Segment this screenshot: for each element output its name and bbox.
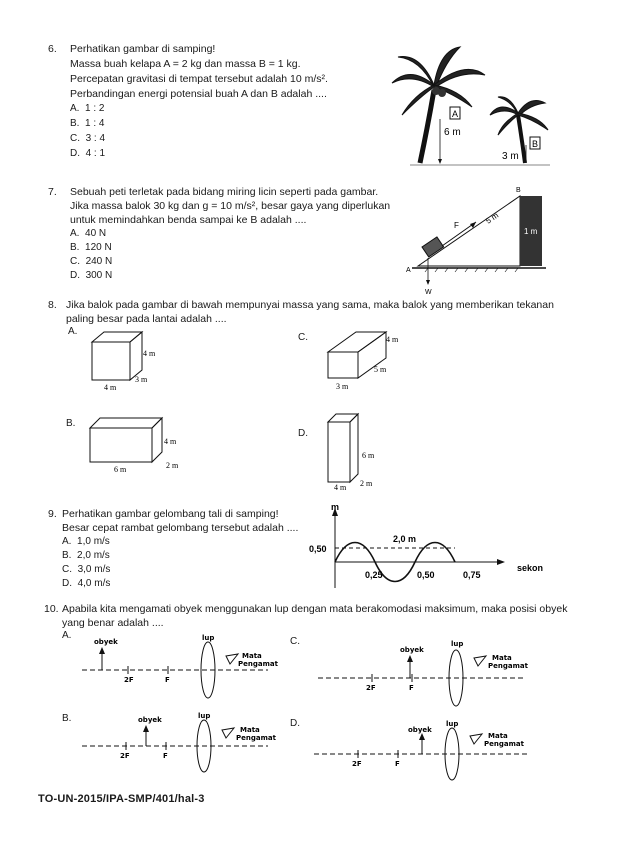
height-b: 3 m (502, 151, 519, 162)
coconut-trees-figure (390, 45, 550, 175)
lens-diagram-b (80, 712, 276, 776)
option-b[interactable]: B. 120 N (70, 242, 112, 253)
question-text: Percepatan gravitasi di tempat tersebut adalah 10 m/s². (70, 73, 328, 85)
svg-text:lup: lup (202, 634, 215, 642)
question-text: Apabila kita mengamati obyek menggunakan lup dengan mata berakomodasi maksimum, maka posisi obyek (62, 603, 568, 615)
svg-text:2 m: 2 m (360, 479, 373, 488)
inclined-plane-figure (398, 184, 553, 296)
svg-text:2F: 2F (352, 760, 362, 768)
label-b: B (532, 139, 539, 149)
question-text: Perhatikan gambar gelombang tali di samping! (62, 508, 279, 520)
question-number: 10. (44, 603, 59, 615)
option-b[interactable]: B. 2,0 m/s (62, 550, 110, 561)
question-number: 6. (48, 43, 57, 55)
option-a[interactable]: A. (68, 326, 78, 337)
x-axis-label: sekon (517, 563, 544, 573)
option-d[interactable]: D. (290, 718, 300, 729)
option-d[interactable]: D. (298, 428, 308, 439)
question-number: 8. (48, 299, 57, 311)
option-b[interactable]: B. 1 : 4 (70, 118, 105, 129)
svg-text:obyek: obyek (408, 726, 432, 734)
svg-text:4 m: 4 m (143, 349, 156, 358)
question-text: Jika balok pada gambar di bawah mempunyai massa yang sama, maka balok yang memberikan tekanan (66, 299, 554, 311)
question-number: 9. (48, 508, 57, 520)
question-number: 7. (48, 186, 57, 198)
question-text: untuk memindahkan benda sampai ke B adalah .... (70, 214, 307, 226)
lens-diagram-d (312, 720, 537, 784)
option-c[interactable]: C. 3,0 m/s (62, 564, 111, 575)
svg-text:4 m: 4 m (104, 383, 117, 392)
svg-text:lup: lup (446, 720, 459, 728)
option-a[interactable]: A. 1,0 m/s (62, 536, 110, 547)
svg-text:Mata: Mata (240, 726, 260, 734)
svg-text:2F: 2F (120, 752, 130, 760)
label-a: A (452, 109, 459, 119)
option-c[interactable]: C. (290, 636, 300, 647)
svg-text:4 m: 4 m (164, 437, 177, 446)
y-axis-label: m (331, 502, 340, 512)
option-c[interactable]: C. 3 : 4 (70, 133, 106, 144)
question-text: Sebuah peti terletak pada bidang miring licin seperti pada gambar. (70, 186, 379, 198)
t2-label: 0,50 (417, 570, 435, 580)
option-d[interactable]: D. 4 : 1 (70, 148, 106, 159)
question-text: Massa buah kelapa A = 2 kg dan massa B = 1 kg. (70, 58, 301, 70)
svg-text:2F: 2F (124, 676, 134, 684)
svg-text:6 m: 6 m (362, 451, 375, 460)
t1-label: 0,25 (365, 570, 383, 580)
svg-text:Pengamat: Pengamat (236, 734, 276, 742)
weight-label: W (425, 289, 432, 296)
svg-text:Mata: Mata (488, 732, 508, 740)
amplitude-label: 0,50 (309, 544, 327, 554)
svg-text:Pengamat: Pengamat (488, 662, 528, 670)
lens-diagram-a (80, 632, 278, 702)
question-text: paling besar pada lantai adalah .... (66, 313, 227, 325)
svg-text:Mata: Mata (242, 652, 262, 660)
svg-text:4 m: 4 m (334, 483, 347, 492)
height-label: 1 m (524, 227, 538, 236)
height-a: 6 m (444, 127, 461, 138)
svg-text:6 m: 6 m (114, 465, 127, 474)
option-a[interactable]: A. 40 N (70, 228, 107, 239)
svg-text:Mata: Mata (492, 654, 512, 662)
point-a: A (406, 267, 411, 274)
svg-text:F: F (163, 752, 168, 760)
box-b (80, 412, 190, 478)
question-text: Jika massa balok 30 kg dan g = 10 m/s², besar gaya yang diperlukan (70, 200, 391, 212)
option-c[interactable]: C. (298, 332, 308, 343)
svg-text:obyek: obyek (400, 646, 424, 654)
t3-label: 0,75 (463, 570, 481, 580)
svg-text:5 m: 5 m (374, 365, 387, 374)
page-footer: TO-UN-2015/IPA-SMP/401/hal-3 (38, 793, 205, 805)
svg-text:2 m: 2 m (166, 461, 179, 470)
svg-text:F: F (395, 760, 400, 768)
point-b: B (516, 187, 521, 194)
slope-length: 5 m (484, 210, 501, 226)
svg-text:F: F (409, 684, 414, 692)
force-label: F (454, 221, 459, 230)
option-b[interactable]: B. (62, 713, 72, 724)
svg-text:Pengamat: Pengamat (238, 660, 278, 668)
svg-text:F: F (165, 676, 170, 684)
box-d (322, 408, 382, 492)
question-text: yang benar adalah .... (62, 617, 164, 629)
option-a[interactable]: A. (62, 630, 72, 641)
svg-text:2F: 2F (366, 684, 376, 692)
option-d[interactable]: D. 300 N (70, 270, 113, 281)
span-label: 2,0 m (393, 534, 417, 544)
question-text: Besar cepat rambat gelombang tersebut adalah .... (62, 522, 299, 534)
svg-text:3 m: 3 m (336, 382, 349, 391)
lens-diagram-c (316, 640, 536, 710)
svg-text:lup: lup (451, 640, 464, 648)
option-c[interactable]: C. 240 N (70, 256, 113, 267)
wave-figure (305, 500, 545, 592)
svg-text:obyek: obyek (94, 638, 118, 646)
question-text: Perhatikan gambar di samping! (70, 43, 216, 55)
svg-text:lup: lup (198, 712, 211, 720)
svg-text:Pengamat: Pengamat (484, 740, 524, 748)
svg-text:3 m: 3 m (135, 375, 148, 384)
svg-text:4 m: 4 m (386, 335, 399, 344)
box-a (80, 330, 170, 392)
question-text: Perbandingan energi potensial buah A dan B adalah .... (70, 88, 327, 100)
svg-text:obyek: obyek (138, 716, 162, 724)
option-b[interactable]: B. (66, 418, 76, 429)
box-c (322, 330, 412, 392)
option-d[interactable]: D. 4,0 m/s (62, 578, 111, 589)
option-a[interactable]: A. 1 : 2 (70, 103, 105, 114)
